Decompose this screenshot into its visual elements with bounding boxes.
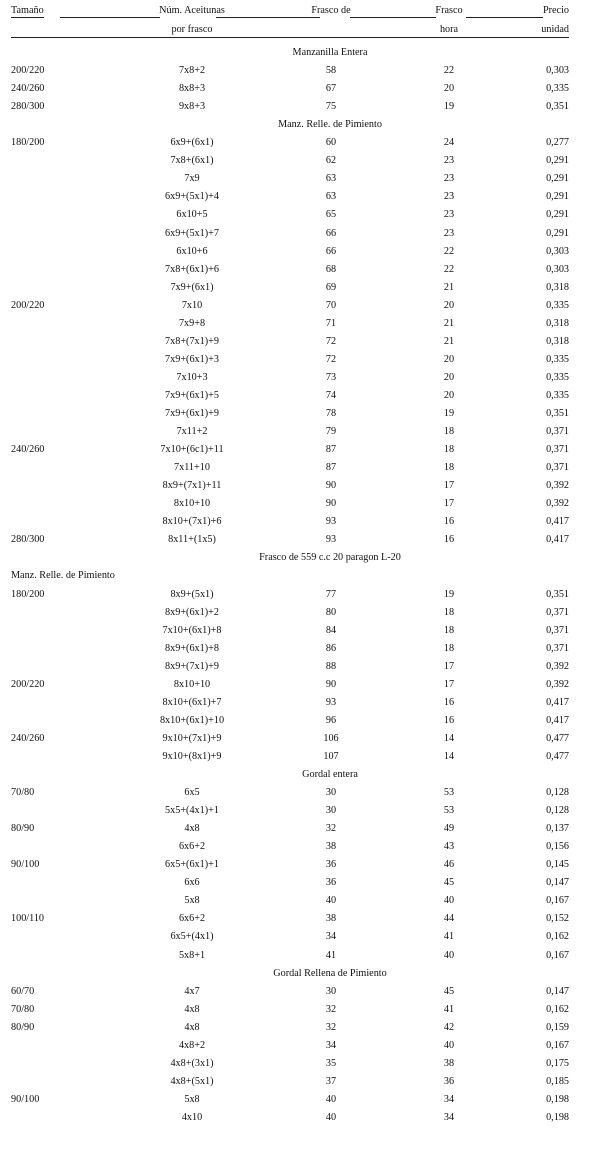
cell-frasco: 74 [325, 389, 337, 401]
cell-size: 100/110 [11, 913, 45, 925]
cell-count: 7x8+(6x1)+6 [165, 263, 219, 275]
cell-frasco: 87 [325, 462, 337, 474]
cell-precio: 0,175 [546, 1057, 569, 1069]
cell-frasco: 30 [325, 805, 337, 817]
cell-hora: 20 [443, 353, 455, 365]
cell-hora: 20 [443, 83, 455, 95]
cell-frasco: 34 [325, 931, 337, 943]
cell-hora: 43 [443, 841, 455, 853]
cell-precio: 0,167 [546, 895, 569, 907]
cell-frasco: 40 [325, 1111, 337, 1123]
cell-hora: 18 [443, 444, 455, 456]
cell-count: 9x8+3 [178, 101, 206, 113]
cell-hora: 19 [443, 408, 455, 419]
cell-count: 5x8 [184, 895, 200, 907]
cell-count: 7x9+(6x1)+9 [165, 408, 219, 419]
header-frasco: Frasco de [311, 5, 351, 16]
cell-hora: 19 [443, 588, 455, 600]
cell-count: 6x5+(4x1) [170, 931, 214, 943]
cell-count: 8x10+10 [173, 678, 211, 690]
cell-frasco: 38 [325, 841, 337, 853]
cell-frasco: 86 [325, 642, 337, 654]
cell-precio: 0,167 [546, 1039, 569, 1051]
cell-precio: 0,371 [546, 462, 569, 474]
cell-precio: 0,371 [546, 444, 569, 456]
cell-count: 7x9 [184, 173, 200, 185]
cell-hora: 23 [443, 227, 455, 239]
cell-hora: 34 [443, 1111, 455, 1123]
cell-hora: 16 [443, 714, 455, 726]
cell-precio: 0,371 [546, 642, 569, 654]
cell-precio: 0,318 [546, 281, 569, 293]
cell-precio: 0,335 [546, 299, 569, 311]
header-divider [11, 37, 569, 38]
cell-frasco: 93 [325, 696, 337, 708]
cell-hora: 53 [443, 805, 455, 817]
cell-precio: 0,371 [546, 624, 569, 636]
cell-count: 5x8 [184, 1093, 200, 1105]
cell-hora: 44 [443, 913, 455, 925]
cell-size: 70/80 [11, 1003, 35, 1015]
cell-precio: 0,152 [546, 913, 569, 925]
cell-precio: 0,303 [546, 245, 569, 257]
cell-precio: 0,145 [546, 859, 569, 871]
cell-frasco: 38 [325, 913, 337, 925]
cell-precio: 0,291 [546, 191, 569, 203]
cell-hora: 21 [443, 281, 455, 293]
cell-count: 8x9+(6x1)+8 [165, 642, 219, 654]
cell-hora: 18 [443, 642, 455, 654]
cell-frasco: 93 [325, 516, 337, 528]
cell-size: 80/90 [11, 1021, 35, 1033]
cell-count: 7x9+(6x1)+5 [165, 389, 219, 401]
cell-precio: 0,417 [546, 516, 569, 528]
cell-hora: 21 [443, 317, 455, 329]
section-heading: Gordal entera [302, 769, 358, 780]
cell-count: 6x9+(5x1)+4 [165, 191, 219, 203]
cell-hora: 21 [443, 335, 455, 347]
cell-frasco: 63 [325, 173, 337, 185]
cell-frasco: 58 [325, 65, 337, 77]
cell-frasco: 90 [325, 678, 337, 690]
cell-count: 7x10+(6x1)+8 [162, 624, 222, 636]
cell-hora: 16 [443, 696, 455, 708]
cell-hora: 18 [443, 624, 455, 636]
cell-frasco: 107 [323, 750, 339, 762]
cell-frasco: 87 [325, 444, 337, 456]
header-underline [60, 17, 160, 18]
cell-frasco: 84 [325, 624, 337, 636]
cell-frasco: 34 [325, 1039, 337, 1051]
cell-precio: 0,371 [546, 426, 569, 438]
header-precio: Precio [542, 5, 569, 16]
cell-frasco: 93 [325, 534, 337, 546]
cell-frasco: 63 [325, 191, 337, 203]
cell-precio: 0,318 [546, 335, 569, 347]
cell-hora: 23 [443, 191, 455, 203]
cell-hora: 17 [443, 480, 455, 492]
cell-count: 4x10 [181, 1111, 203, 1123]
cell-count: 8x9+(7x1)+9 [165, 660, 219, 672]
cell-frasco: 35 [325, 1057, 337, 1069]
cell-count: 4x8 [184, 823, 200, 835]
section-heading: Manz. Relle. de Pimiento [278, 119, 382, 131]
cell-precio: 0,335 [546, 389, 569, 401]
cell-count: 9x10+(7x1)+9 [162, 732, 222, 744]
cell-count: 7x8+(6x1) [170, 155, 214, 167]
cell-count: 6x10+6 [176, 245, 208, 257]
cell-hora: 41 [443, 1003, 455, 1015]
cell-frasco: 67 [325, 83, 337, 95]
cell-count: 8x9+(7x1)+11 [162, 480, 222, 492]
cell-size: 180/200 [11, 588, 45, 600]
cell-hora: 14 [443, 732, 455, 744]
cell-frasco: 66 [325, 227, 337, 239]
header-underline [350, 17, 436, 18]
cell-frasco: 66 [325, 245, 337, 257]
cell-precio: 0,167 [546, 949, 569, 961]
header-underline [466, 17, 543, 18]
cell-frasco: 88 [325, 660, 337, 672]
cell-size: 90/100 [11, 1093, 40, 1105]
cell-count: 6x5+(6x1)+1 [165, 859, 219, 871]
cell-hora: 45 [443, 985, 455, 997]
cell-hora: 17 [443, 498, 455, 510]
cell-hora: 23 [443, 155, 455, 167]
cell-size: 240/260 [11, 83, 45, 95]
header-underline [216, 17, 320, 18]
cell-hora: 38 [443, 1057, 455, 1069]
cell-frasco: 96 [325, 714, 337, 726]
cell-precio: 0,291 [546, 227, 569, 239]
cell-precio: 0,351 [546, 588, 569, 600]
cell-precio: 0,137 [546, 823, 569, 835]
cell-count: 4x8 [184, 1003, 200, 1015]
cell-hora: 18 [443, 426, 455, 438]
header-count-sub: por frasco [171, 24, 213, 35]
cell-count: 7x11+10 [174, 462, 210, 474]
cell-count: 7x8+2 [178, 65, 206, 77]
cell-count: 4x8+(5x1) [170, 1075, 214, 1087]
cell-frasco: 80 [325, 606, 337, 618]
cell-frasco: 106 [323, 732, 339, 744]
cell-count: 4x8+(3x1) [170, 1057, 214, 1069]
cell-count: 6x6+2 [178, 913, 206, 925]
cell-precio: 0,128 [546, 787, 569, 799]
cell-frasco: 62 [325, 155, 337, 167]
cell-hora: 14 [443, 750, 455, 762]
cell-hora: 17 [443, 660, 455, 672]
cell-size: 240/260 [11, 732, 45, 744]
header-hora-sub: hora [439, 24, 459, 35]
cell-count: 7x10+3 [176, 371, 208, 383]
cell-hora: 53 [443, 787, 455, 799]
cell-count: 6x5 [184, 787, 200, 799]
cell-count: 5x8+1 [178, 949, 206, 961]
cell-hora: 42 [443, 1021, 455, 1033]
cell-precio: 0,392 [546, 498, 569, 510]
cell-hora: 45 [443, 877, 455, 889]
cell-precio: 0,335 [546, 83, 569, 95]
cell-frasco: 68 [325, 263, 337, 275]
group-label: Manz. Relle. de Pimiento [11, 570, 115, 582]
cell-count: 4x8+2 [178, 1039, 206, 1051]
cell-frasco: 72 [325, 335, 337, 347]
cell-precio: 0,335 [546, 353, 569, 365]
cell-frasco: 41 [325, 949, 337, 961]
cell-precio: 0,318 [546, 317, 569, 329]
cell-precio: 0,198 [546, 1111, 569, 1123]
cell-count: 5x5+(4x1)+1 [165, 805, 219, 817]
cell-frasco: 72 [325, 353, 337, 365]
cell-count: 8x10+(7x1)+6 [162, 516, 222, 528]
cell-precio: 0,291 [546, 155, 569, 167]
cell-count: 6x6 [184, 877, 200, 889]
cell-hora: 20 [443, 299, 455, 311]
cell-precio: 0,159 [546, 1021, 569, 1033]
header-hora: Frasco [435, 5, 463, 16]
cell-frasco: 32 [325, 1021, 337, 1033]
cell-frasco: 40 [325, 895, 337, 907]
cell-hora: 20 [443, 371, 455, 383]
cell-count: 8x10+(6x1)+7 [162, 696, 222, 708]
cell-count: 8x9+(6x1)+2 [165, 606, 219, 618]
cell-count: 7x9+8 [178, 317, 206, 329]
cell-frasco: 32 [325, 1003, 337, 1015]
cell-size: 180/200 [11, 137, 45, 149]
cell-count: 7x10 [181, 299, 203, 311]
header-count: Núm. Aceitunas [159, 5, 225, 16]
cell-count: 7x9+(6x1)+3 [165, 353, 219, 365]
cell-hora: 40 [443, 949, 455, 961]
cell-count: 4x7 [184, 985, 200, 997]
cell-precio: 0,477 [546, 750, 569, 762]
cell-precio: 0,291 [546, 209, 569, 221]
cell-hora: 22 [443, 245, 455, 257]
cell-hora: 16 [443, 516, 455, 528]
cell-size: 80/90 [11, 823, 35, 835]
cell-frasco: 60 [325, 137, 337, 149]
cell-hora: 49 [443, 823, 455, 835]
cell-frasco: 70 [325, 299, 337, 311]
header-size: Tamaño [11, 5, 44, 16]
cell-size: 280/300 [11, 534, 45, 546]
cell-precio: 0,162 [546, 1003, 569, 1015]
cell-count: 8x10+(6x1)+10 [159, 714, 225, 726]
cell-precio: 0,417 [546, 714, 569, 726]
cell-hora: 24 [443, 137, 455, 149]
cell-precio: 0,351 [546, 408, 569, 419]
cell-frasco: 30 [325, 985, 337, 997]
cell-count: 6x9+(6x1) [170, 137, 214, 149]
cell-hora: 23 [443, 209, 455, 221]
cell-hora: 17 [443, 678, 455, 690]
cell-count: 7x11+2 [176, 426, 208, 438]
cell-precio: 0,291 [546, 173, 569, 185]
cell-frasco: 71 [325, 317, 337, 329]
cell-size: 200/220 [11, 678, 45, 690]
cell-size: 70/80 [11, 787, 35, 799]
cell-precio: 0,303 [546, 65, 569, 77]
cell-frasco: 36 [325, 859, 337, 871]
cell-hora: 41 [443, 931, 455, 943]
cell-frasco: 90 [325, 498, 337, 510]
cell-size: 60/70 [11, 985, 35, 997]
cell-precio: 0,335 [546, 371, 569, 383]
cell-count: 8x11+(1x5) [168, 534, 216, 546]
cell-precio: 0,147 [546, 985, 569, 997]
cell-precio: 0,277 [546, 137, 569, 149]
cell-hora: 18 [443, 462, 455, 474]
cell-count: 9x10+(8x1)+9 [162, 750, 222, 762]
cell-hora: 22 [443, 263, 455, 275]
cell-precio: 0,162 [546, 931, 569, 943]
cell-size: 200/220 [11, 299, 45, 311]
cell-hora: 23 [443, 173, 455, 185]
cell-hora: 46 [443, 859, 455, 871]
cell-frasco: 79 [325, 426, 337, 438]
cell-frasco: 78 [325, 408, 337, 419]
cell-hora: 16 [443, 534, 455, 546]
cell-frasco: 65 [325, 209, 337, 221]
cell-hora: 40 [443, 1039, 455, 1051]
header-precio-sub: unidad [541, 24, 569, 35]
cell-frasco: 37 [325, 1075, 337, 1087]
cell-precio: 0,198 [546, 1093, 569, 1105]
cell-count: 6x6+2 [178, 841, 206, 853]
cell-hora: 34 [443, 1093, 455, 1105]
cell-hora: 22 [443, 65, 455, 77]
cell-size: 200/220 [11, 65, 45, 77]
cell-hora: 19 [443, 101, 455, 113]
cell-hora: 36 [443, 1075, 455, 1087]
cell-count: 6x10+5 [176, 209, 208, 221]
cell-precio: 0,392 [546, 678, 569, 690]
cell-count: 6x9+(5x1)+7 [165, 227, 219, 239]
cell-precio: 0,477 [546, 732, 569, 744]
cell-count: 8x8+3 [178, 83, 206, 95]
cell-hora: 40 [443, 895, 455, 907]
cell-count: 7x10+(6c1)+11 [160, 444, 224, 456]
cell-frasco: 32 [325, 823, 337, 835]
cell-size: 280/300 [11, 101, 45, 113]
cell-precio: 0,417 [546, 534, 569, 546]
cell-frasco: 90 [325, 480, 337, 492]
cell-precio: 0,156 [546, 841, 569, 853]
cell-precio: 0,392 [546, 660, 569, 672]
cell-count: 7x9+(6x1) [170, 281, 214, 293]
cell-precio: 0,351 [546, 101, 569, 113]
cell-count: 7x8+(7x1)+9 [165, 335, 219, 347]
cell-count: 4x8 [184, 1021, 200, 1033]
section-heading: Frasco de 559 c.c 20 paragon L-20 [259, 552, 401, 564]
cell-frasco: 36 [325, 877, 337, 889]
cell-frasco: 30 [325, 787, 337, 799]
cell-precio: 0,303 [546, 263, 569, 275]
cell-size: 90/100 [11, 859, 40, 871]
cell-frasco: 73 [325, 371, 337, 383]
cell-frasco: 77 [325, 588, 337, 600]
cell-hora: 20 [443, 389, 455, 401]
cell-precio: 0,185 [546, 1075, 569, 1087]
cell-precio: 0,128 [546, 805, 569, 817]
cell-frasco: 40 [325, 1093, 337, 1105]
cell-hora: 18 [443, 606, 455, 618]
section-heading: Manzanilla Entera [292, 47, 368, 58]
cell-size: 240/260 [11, 444, 45, 456]
cell-count: 8x9+(5x1) [170, 588, 214, 600]
cell-precio: 0,392 [546, 480, 569, 492]
cell-precio: 0,417 [546, 696, 569, 708]
cell-precio: 0,371 [546, 606, 569, 618]
cell-count: 8x10+10 [173, 498, 211, 510]
cell-precio: 0,147 [546, 877, 569, 889]
cell-frasco: 75 [325, 101, 337, 113]
section-heading: Gordal Rellena de Pimiento [273, 967, 387, 979]
cell-frasco: 69 [325, 281, 337, 293]
